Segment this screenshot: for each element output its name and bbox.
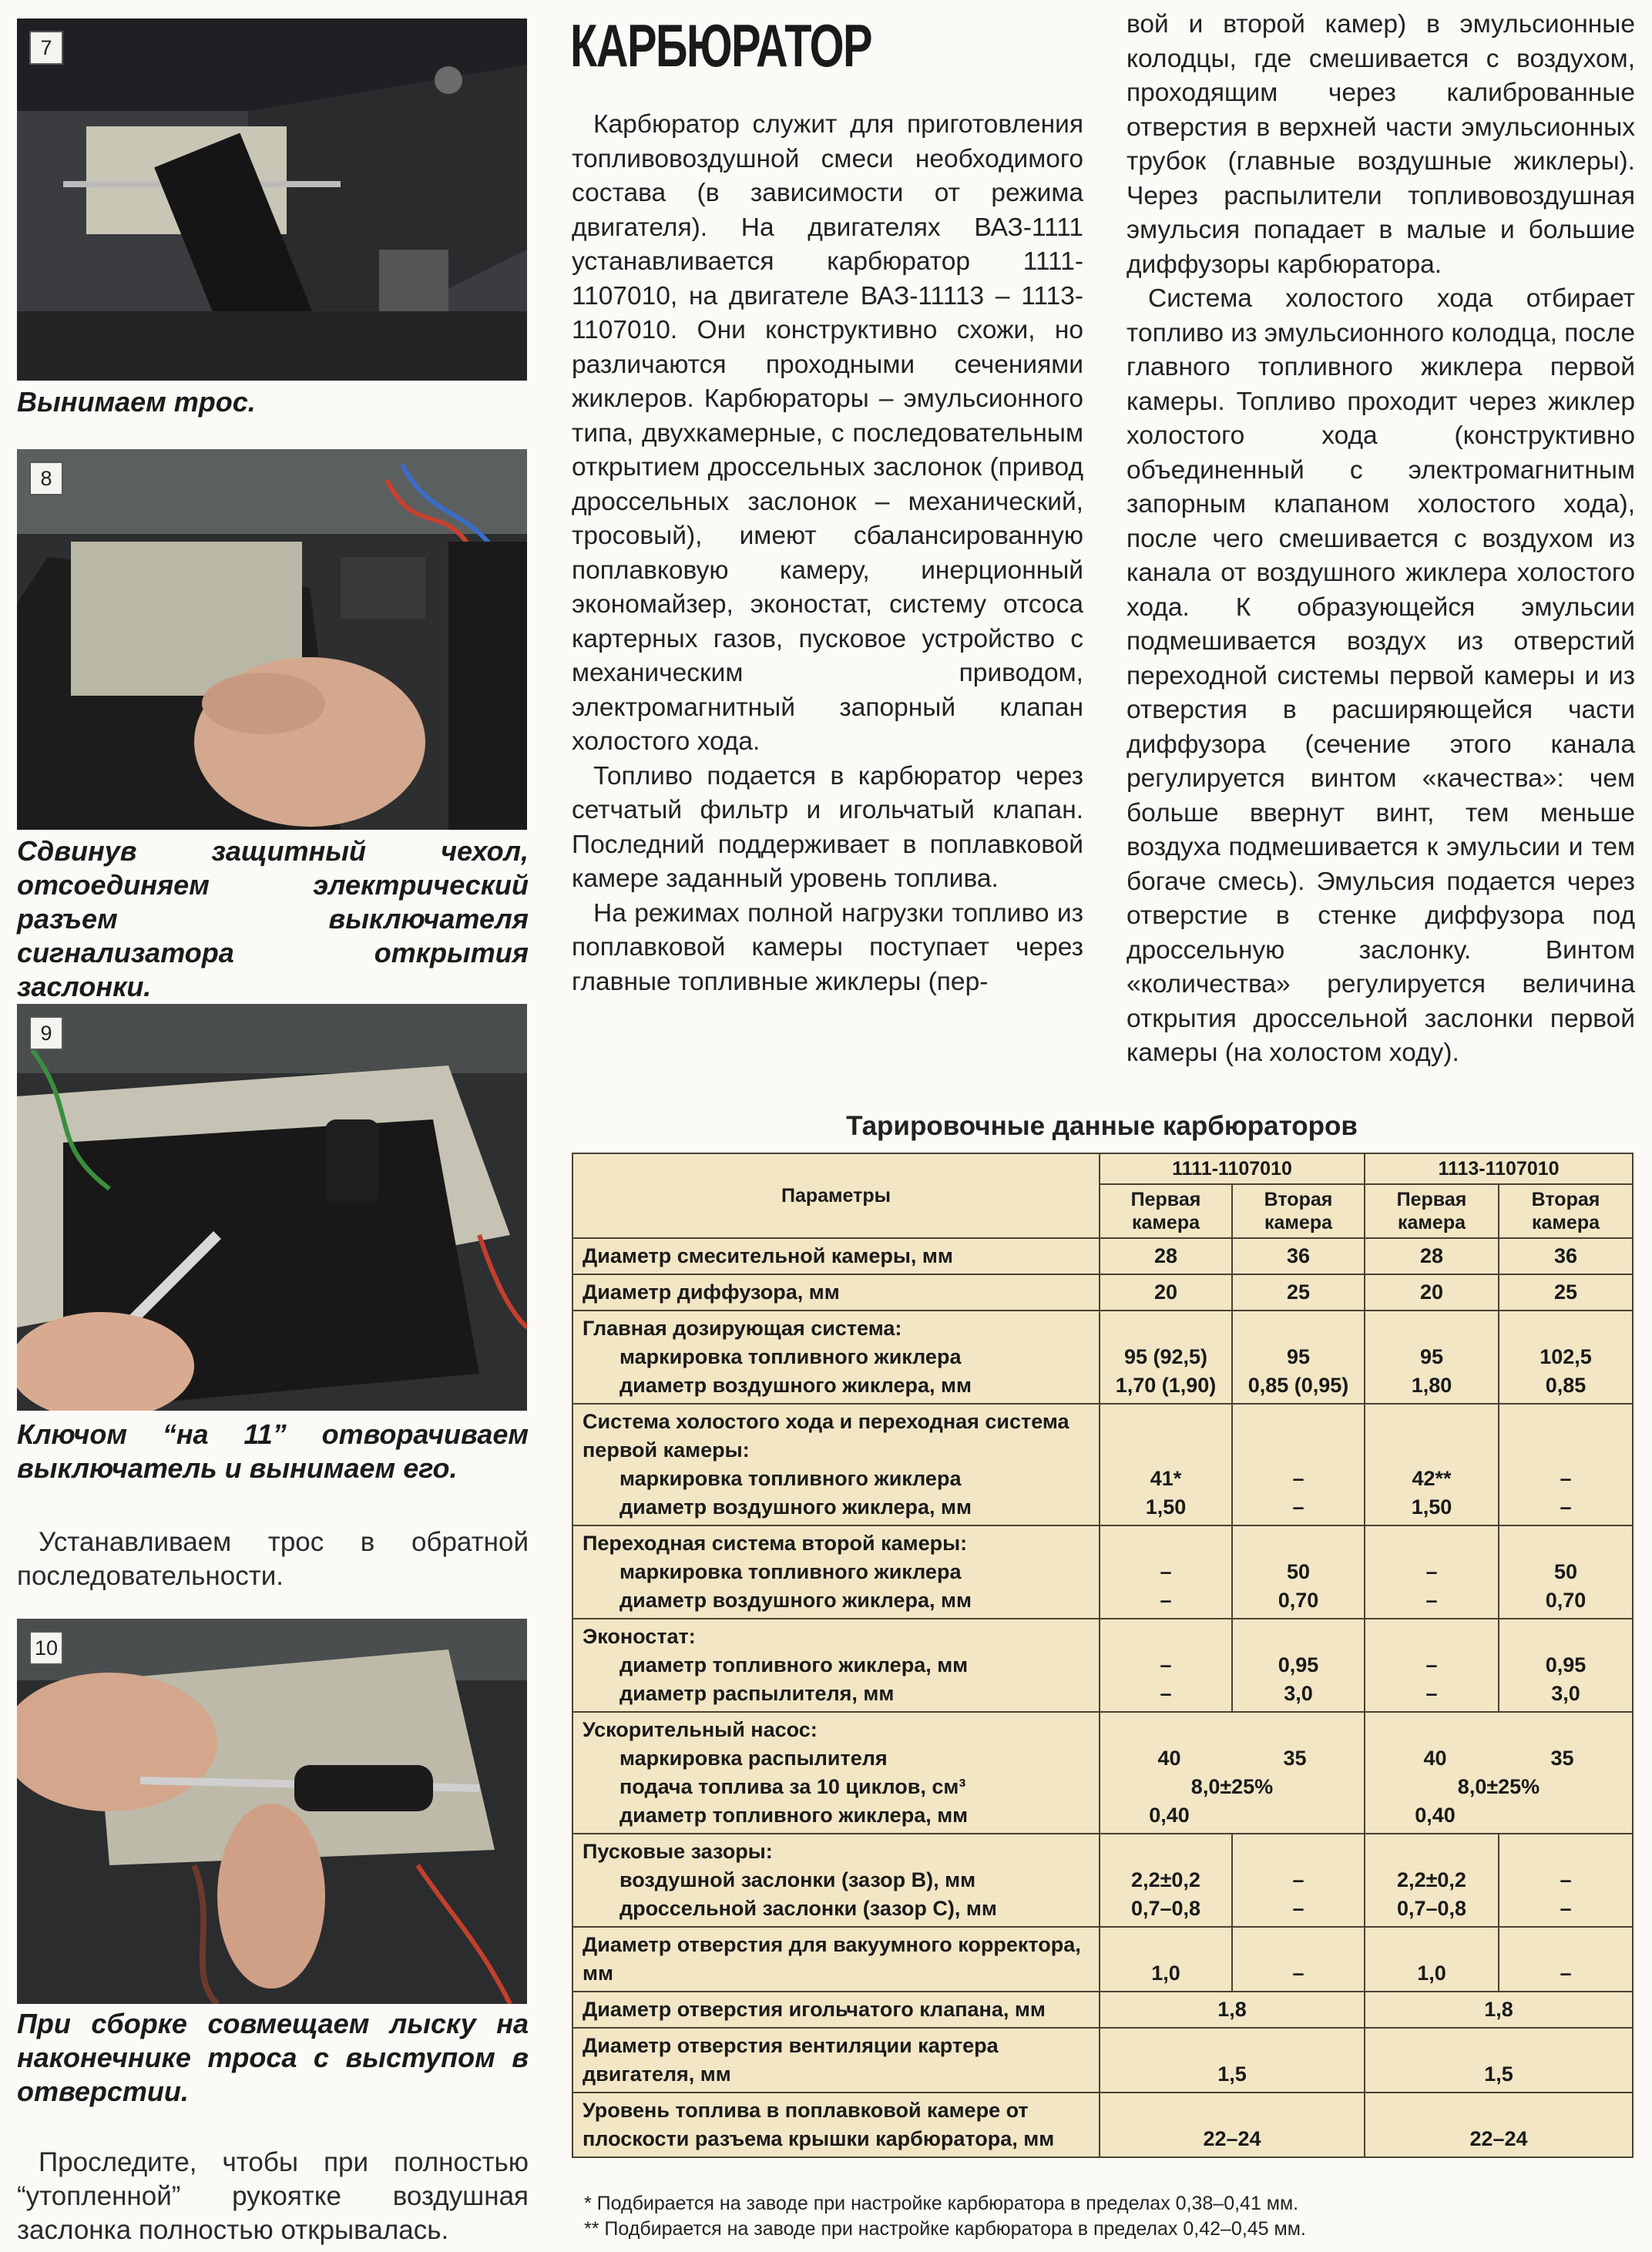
value-cell: 0,95 3,0 bbox=[1232, 1619, 1365, 1712]
value-cell: – – bbox=[1100, 1525, 1232, 1619]
table-row bbox=[572, 1404, 1633, 1525]
table-row bbox=[572, 2028, 1633, 2093]
photo-10 bbox=[17, 1619, 527, 2004]
value-cell: 20 bbox=[1365, 1274, 1499, 1311]
accel-value: 40 bbox=[1157, 1747, 1181, 1770]
header-carb-1113: 1113-1107010 bbox=[1365, 1153, 1633, 1184]
table-row bbox=[572, 1238, 1633, 1274]
value-cell: 41* 1,50 bbox=[1100, 1404, 1232, 1525]
header-carb-1111: 1111-1107010 bbox=[1100, 1153, 1365, 1184]
value-cell bbox=[1100, 1712, 1365, 1834]
accel-value: 8,0±25% bbox=[1457, 1775, 1540, 1798]
value-cell: 102,5 0,85 bbox=[1499, 1311, 1633, 1404]
table-row bbox=[572, 1311, 1633, 1404]
value-cell: 25 bbox=[1499, 1274, 1633, 1311]
param-label: Диаметр отверстия вентиляции картера двигателя, мм bbox=[583, 2034, 999, 2086]
header-row bbox=[572, 1153, 1633, 1184]
param-label: Переходная система второй камеры: bbox=[583, 1532, 968, 1555]
value-cell: 1,5 bbox=[1100, 2028, 1365, 2093]
value-cell: 1,8 bbox=[1100, 1992, 1365, 2028]
param-cell bbox=[572, 1404, 1100, 1525]
value-cell: 25 bbox=[1232, 1274, 1365, 1311]
photo-8 bbox=[17, 449, 527, 830]
header-first-chamber: Первая камера bbox=[1365, 1184, 1499, 1238]
header-first-chamber: Первая камера bbox=[1100, 1184, 1232, 1238]
value-cell: 50 0,70 bbox=[1499, 1525, 1633, 1619]
value-cell: 2,2±0,2 0,7–0,8 bbox=[1365, 1834, 1499, 1927]
paragraph: Топливо подается в карбюратор через сетчатый фильтр и игольчатый клапан. Последний поддерживает в поплавковой камере заданный уровень топлива. bbox=[572, 761, 1083, 893]
param-label: Ускорительный насос: bbox=[583, 1718, 818, 1741]
table-row bbox=[572, 1992, 1633, 2028]
paragraph: Устанавливаем трос в обратной последовательности. bbox=[17, 1527, 529, 1591]
article-title: КАРБЮРАТОР bbox=[570, 12, 872, 79]
footnote: ** Подбирается на заводе при настройке карбюратора в пределах 0,42–0,45 мм. bbox=[584, 2218, 1306, 2240]
photo-number: 8 bbox=[29, 461, 63, 495]
param-label: дроссельной заслонки (зазор C), мм bbox=[620, 1897, 997, 1920]
value-cell: 1,8 bbox=[1365, 1992, 1633, 2028]
param-cell bbox=[572, 1238, 1100, 1274]
value-cell: – – bbox=[1499, 1404, 1633, 1525]
table-footnotes bbox=[584, 2191, 1632, 2242]
paragraph: На режимах полной нагрузки топливо из поплавковой камеры поступает через главные топливные жиклеры (пер- bbox=[572, 898, 1083, 996]
param-label: диаметр топливного жиклера, мм bbox=[620, 1653, 969, 1676]
param-label: маркировка топливного жиклера bbox=[620, 1345, 962, 1368]
table-row bbox=[572, 2093, 1633, 2157]
paragraph: Проследите, чтобы при полностью “утопленной” рукоятке воздушная заслонка полностью открывалась. bbox=[17, 2147, 529, 2245]
value-cell: – – bbox=[1100, 1619, 1232, 1712]
accel-value: 35 bbox=[1550, 1747, 1574, 1770]
value-cell: 2,2±0,2 0,7–0,8 bbox=[1100, 1834, 1232, 1927]
table-title: Тарировочные данные карбюраторов bbox=[846, 1111, 1358, 1141]
param-label: диаметр воздушного жиклера, мм bbox=[620, 1374, 972, 1397]
param-cell bbox=[572, 2093, 1100, 2157]
accel-value: 40 bbox=[1423, 1747, 1447, 1770]
header-params: Параметры bbox=[572, 1153, 1100, 1238]
check-text bbox=[17, 2146, 529, 2247]
table-row bbox=[572, 1525, 1633, 1619]
param-cell bbox=[572, 1712, 1100, 1834]
header-second-chamber: Вторая камера bbox=[1232, 1184, 1365, 1238]
param-label: маркировка топливного жиклера bbox=[620, 1560, 962, 1583]
photo-caption: Ключом “на 11” отворачиваем выключатель и вынимаем его. bbox=[17, 1418, 529, 1484]
value-cell: – bbox=[1499, 1927, 1633, 1992]
value-cell: 42** 1,50 bbox=[1365, 1404, 1499, 1525]
param-label: Диаметр смесительной камеры, мм bbox=[583, 1244, 953, 1267]
param-label: Главная дозирующая система: bbox=[583, 1317, 902, 1340]
value-cell: – – bbox=[1365, 1525, 1499, 1619]
param-cell bbox=[572, 1274, 1100, 1311]
table-row bbox=[572, 1712, 1633, 1834]
accel-value: 0,40 bbox=[1149, 1804, 1190, 1827]
value-cell: 1,0 bbox=[1100, 1927, 1232, 1992]
photo-number: 9 bbox=[29, 1016, 63, 1050]
footnote: * Подбирается на заводе при настройке карбюратора в пределах 0,38–0,41 мм. bbox=[584, 2193, 1299, 2214]
value-cell bbox=[1365, 1712, 1633, 1834]
param-label: подача топлива за 10 циклов, см³ bbox=[620, 1775, 966, 1798]
param-label: Пусковые зазоры: bbox=[583, 1840, 773, 1863]
table-row bbox=[572, 1834, 1633, 1927]
param-label: Уровень топлива в поплавковой камере от плоскости разъема крышки карбюратора, мм bbox=[583, 2099, 1055, 2150]
photo-number: 10 bbox=[29, 1631, 63, 1665]
photo-9 bbox=[17, 1004, 527, 1411]
value-cell: 95 (92,5) 1,70 (1,90) bbox=[1100, 1311, 1232, 1404]
photo-number: 7 bbox=[29, 31, 63, 65]
param-label: Диаметр диффузора, мм bbox=[583, 1280, 840, 1304]
value-cell: – – bbox=[1232, 1834, 1365, 1927]
article-column-1 bbox=[572, 108, 1083, 999]
table-row bbox=[572, 1619, 1633, 1712]
paragraph: Система холостого хода отбирает топливо из эмульсионного колодца, после главного топливного жиклера первой камеры. Топливо проходит через жиклер холостого хода (конструктивно объединенный с электромагнитным запорным клапаном холостого хода), после чего смешивается с воздухом из канала от воздушного жиклера холостого хода. К образующейся эмульсии подмешивается воздух из отверстий переходной системы первой камеры и из отверстия в расширяющейся части диффузора (сечение этого канала регулируется винтом «качества»: чем больше ввернут винт, тем меньше воздуха подмешивается к эмульсии и тем богаче смесь). Эмульсия подается через отверстие в стенке диффузора под дроссельную заслонку. Винтом «количества» регулируется величина открытия дроссельной заслонки первой камеры (на холостом ходу). bbox=[1127, 284, 1635, 1067]
value-cell: 1,5 bbox=[1365, 2028, 1633, 2093]
value-cell: 95 1,80 bbox=[1365, 1311, 1499, 1404]
param-label: маркировка топливного жиклера bbox=[620, 1467, 962, 1490]
value-cell: 1,0 bbox=[1365, 1927, 1499, 1992]
param-cell bbox=[572, 1311, 1100, 1404]
value-cell: 28 bbox=[1100, 1238, 1232, 1274]
header-second-chamber: Вторая камера bbox=[1499, 1184, 1633, 1238]
value-cell: – – bbox=[1365, 1619, 1499, 1712]
param-label: диаметр воздушного жиклера, мм bbox=[620, 1495, 972, 1519]
param-cell bbox=[572, 1619, 1100, 1712]
param-cell bbox=[572, 1927, 1100, 1992]
param-label: Диаметр отверстия игольчатого клапана, мм bbox=[583, 1998, 1046, 2021]
param-label: Система холостого хода и переходная система первой камеры: bbox=[583, 1410, 1069, 1462]
photo-caption: Сдвинув защитный чехол, отсоединяем электрический разъем выключателя сигнализатора открытия заслонки. bbox=[17, 835, 529, 1002]
paragraph: вой и второй камер) в эмульсионные колодцы, где смешивается с воздухом, проходящим через калиброванные отверстия в верхней части эмульсионных трубок (главные воздушные жиклеры). Через распылители топливовоздушная эмульсия попадает в малые и большие диффузоры карбюратора. bbox=[1127, 10, 1635, 279]
value-cell: 95 0,85 (0,95) bbox=[1232, 1311, 1365, 1404]
photo-caption: При сборке совмещаем лыску на наконечнике троса с выступом в отверстии. bbox=[17, 2008, 529, 2107]
calibration-table bbox=[572, 1153, 1634, 2158]
accel-value: 35 bbox=[1283, 1747, 1307, 1770]
param-label: воздушной заслонки (зазор B), мм bbox=[620, 1868, 976, 1891]
value-cell: 36 bbox=[1499, 1238, 1633, 1274]
article-column-2 bbox=[1127, 8, 1635, 1071]
value-cell: 36 bbox=[1232, 1238, 1365, 1274]
value-cell: 50 0,70 bbox=[1232, 1525, 1365, 1619]
value-cell: 0,95 3,0 bbox=[1499, 1619, 1633, 1712]
param-cell bbox=[572, 1525, 1100, 1619]
paragraph: Карбюратор служит для приготовления топливовоздушной смеси необходимого состава (в зависимости от режима двигателя). На двигателях ВАЗ-1111 устанавливается карбюратор 1111-1107010, на двигателе ВАЗ-11113 – 1113-1107010. Они конструктивно схожи, но различаются проходными сечениями жиклеров. Карбюраторы – эмульсионного типа, двухкамерные, с последовательным открытием дроссельных заслонок (привод дроссельных заслонок – механический, тросовый), имеют сбалансированную поплавковую камеру, инерционный экономайзер, эконостат, систему отсоса картерных газов, пусковое устройство с механическим приводом, электромагнитный запорный клапан холостого хода. bbox=[572, 110, 1083, 756]
photo-7 bbox=[17, 18, 527, 381]
param-label: диаметр распылителя, мм bbox=[620, 1682, 895, 1705]
value-cell: 28 bbox=[1365, 1238, 1499, 1274]
accel-value: 8,0±25% bbox=[1190, 1775, 1274, 1798]
param-cell bbox=[572, 1992, 1100, 2028]
accel-value: 0,40 bbox=[1415, 1804, 1456, 1827]
value-cell: 22–24 bbox=[1365, 2093, 1633, 2157]
reinstall-text bbox=[17, 1525, 529, 1593]
value-cell: – bbox=[1232, 1927, 1365, 1992]
param-label: Эконостат: bbox=[583, 1625, 696, 1648]
table-body bbox=[572, 1238, 1633, 2157]
table-row bbox=[572, 1927, 1633, 1992]
value-cell: – – bbox=[1499, 1834, 1633, 1927]
param-label: диаметр воздушного жиклера, мм bbox=[620, 1589, 972, 1612]
value-cell: 22–24 bbox=[1100, 2093, 1365, 2157]
param-label: маркировка распылителя bbox=[620, 1747, 888, 1770]
param-label: диаметр топливного жиклера, мм bbox=[620, 1804, 969, 1827]
value-cell: 20 bbox=[1100, 1274, 1232, 1311]
photo-caption: Вынимаем трос. bbox=[17, 386, 256, 418]
value-cell: – – bbox=[1232, 1404, 1365, 1525]
table-row bbox=[572, 1274, 1633, 1311]
param-label: Диаметр отверстия для вакуумного корректора, мм bbox=[583, 1933, 1081, 1985]
param-cell bbox=[572, 1834, 1100, 1927]
param-cell bbox=[572, 2028, 1100, 2093]
